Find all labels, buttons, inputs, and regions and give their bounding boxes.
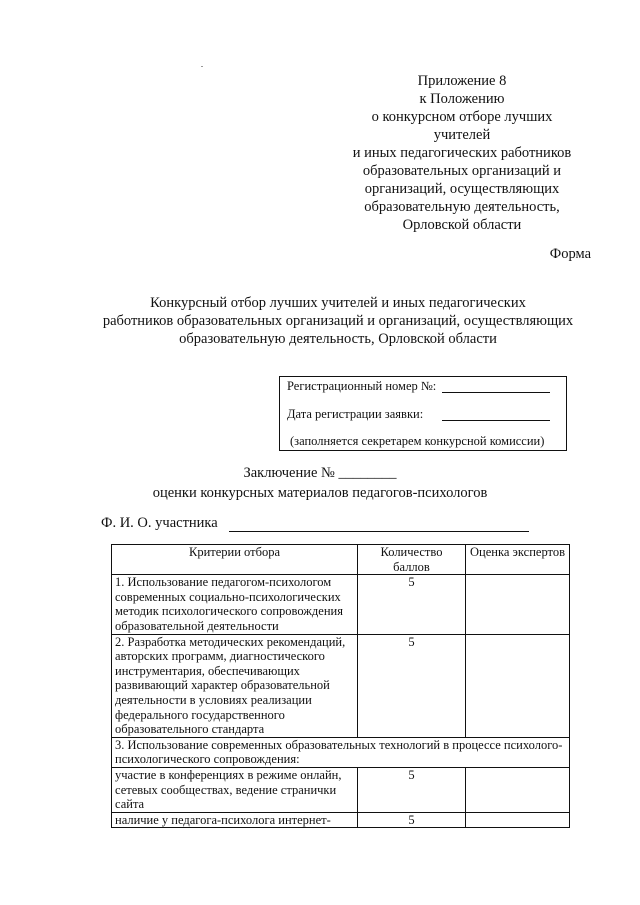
appendix-header bbox=[330, 72, 594, 234]
section-cell: 3. Использование современных образовательных технологий в процессе психолого-психологического сопровождения: bbox=[112, 737, 570, 767]
conclusion-title: Заключение № ________ bbox=[243, 465, 397, 481]
header-score: Оценка экспертов bbox=[466, 545, 570, 575]
table-row bbox=[112, 634, 570, 737]
registration-note: (заполняется секретарем конкурсной комиссии) bbox=[290, 434, 545, 448]
points-cell: 5 bbox=[358, 575, 466, 634]
score-cell[interactable] bbox=[466, 767, 570, 812]
appendix-line: Орловской области bbox=[402, 217, 522, 233]
appendix-line: образовательных организаций и bbox=[362, 163, 562, 179]
appendix-line: и иных педагогических работников bbox=[352, 145, 572, 161]
score-cell[interactable] bbox=[466, 812, 570, 828]
table-row bbox=[112, 767, 570, 812]
table-row bbox=[112, 575, 570, 634]
registration-box bbox=[279, 376, 567, 451]
appendix-line: Приложение 8 bbox=[417, 73, 507, 89]
scan-dot bbox=[201, 66, 203, 67]
criterion-cell: участие в конференциях в режиме онлайн, сетевых сообществах, ведение странички сайта bbox=[112, 767, 358, 812]
points-cell: 5 bbox=[358, 767, 466, 812]
criteria-table bbox=[111, 544, 570, 828]
appendix-line: организаций, осуществляющих bbox=[364, 181, 560, 197]
score-cell[interactable] bbox=[466, 634, 570, 737]
appendix-line: о конкурсном отборе лучших bbox=[371, 109, 553, 125]
header-criteria: Критерии отбора bbox=[112, 545, 358, 575]
registration-date-field[interactable] bbox=[442, 420, 550, 421]
table-section-row bbox=[112, 737, 570, 767]
form-label: Форма bbox=[549, 246, 591, 262]
participant-name-field[interactable] bbox=[229, 531, 529, 532]
contest-title-line: работников образовательных организаций и организаций, осуществляющих bbox=[102, 313, 574, 329]
appendix-line: к Положению bbox=[419, 91, 505, 107]
participant-label: Ф. И. О. участника bbox=[101, 515, 218, 531]
appendix-line: образовательную деятельность, bbox=[364, 199, 560, 215]
registration-number-label: Регистрационный номер №: bbox=[287, 379, 437, 393]
contest-title bbox=[78, 294, 598, 348]
score-cell[interactable] bbox=[466, 575, 570, 634]
contest-title-line: Конкурсный отбор лучших учителей и иных педагогических bbox=[150, 295, 526, 311]
points-cell: 5 bbox=[358, 812, 466, 828]
table-row bbox=[112, 812, 570, 828]
header-points: Количество баллов bbox=[358, 545, 466, 575]
points-cell: 5 bbox=[358, 634, 466, 737]
registration-date-label: Дата регистрации заявки: bbox=[287, 407, 424, 421]
contest-title-line: образовательную деятельность, Орловской области bbox=[179, 331, 497, 347]
table-header-row bbox=[112, 545, 570, 575]
conclusion-subtitle: оценки конкурсных материалов педагогов-психологов bbox=[152, 485, 488, 501]
registration-number-field[interactable] bbox=[442, 392, 550, 393]
criterion-cell: наличие у педагога-психолога интернет- bbox=[112, 812, 358, 828]
appendix-line: учителей bbox=[433, 127, 491, 143]
criterion-cell: 2. Разработка методических рекомендаций, авторских программ, диагностического инструментария, обеспечивающих развивающий характер образовательной деятельности в условиях реализации федерального государственного образовательного стандарта bbox=[112, 634, 358, 737]
criterion-cell: 1. Использование педагогом-психологом современных социально-психологических методик психологического сопровождения образовательной деятельности bbox=[112, 575, 358, 634]
